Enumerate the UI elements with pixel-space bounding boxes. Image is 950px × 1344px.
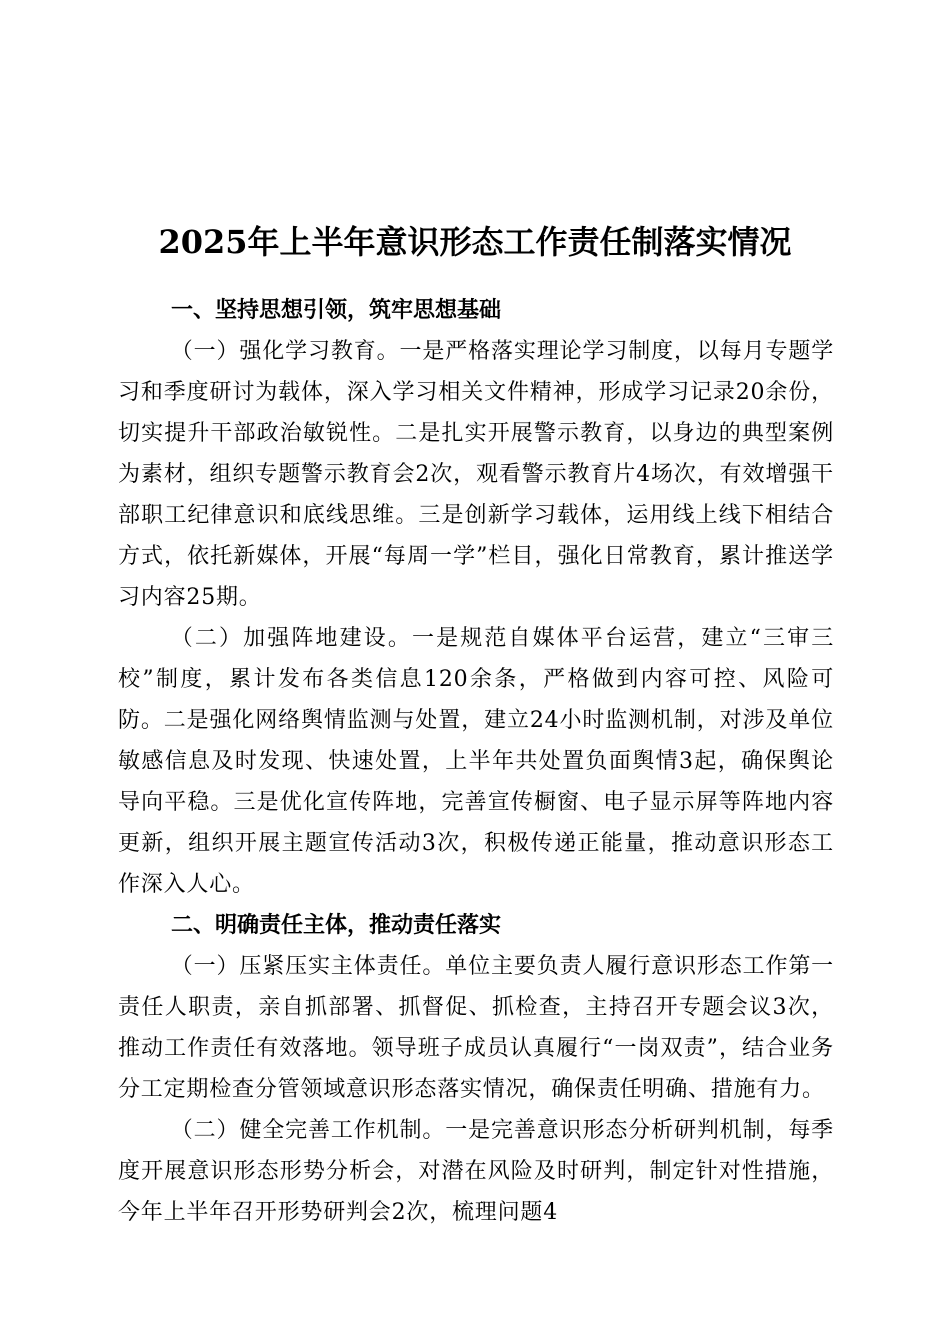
paragraph [118, 946, 834, 1110]
document-body [118, 290, 834, 1233]
section-1 [118, 290, 834, 905]
paragraph-lead: （一）压紧压实主体责任。 [170, 954, 446, 979]
section-heading: 一、坚持思想引领，筑牢思想基础 [171, 298, 502, 323]
paragraph-lead: （一）强化学习教育。 [170, 339, 400, 364]
document-title: 2025年上半年意识形态工作责任制落实情况 [158, 223, 792, 262]
paragraph [118, 618, 834, 905]
paragraph [118, 331, 834, 618]
paragraph-body: 单位主要负责人履行意识形态工作第一责任人职责，亲自抓部署、抓督促、抓检查，主持召开专题会议3次，推动工作责任有效落地。领导班子成员认真履行“一岗双责”，结合业务分工定期检查分管领域意识形态落实情况，确保责任明确、措施有力。 [118, 954, 834, 1102]
paragraph [118, 1110, 834, 1233]
paragraph-lead: （二）健全完善工作机制。 [170, 1118, 446, 1143]
paragraph-body: 一是完善意识形态分析研判机制，每季度开展意识形态形势分析会，对潜在风险及时研判，制定针对性措施，今年上半年召开形势研判会2次，梳理问题4 [118, 1118, 834, 1225]
section-heading: 二、明确责任主体，推动责任落实 [171, 913, 502, 938]
section-2 [118, 905, 834, 1233]
paragraph-body: 一是严格落实理论学习制度，以每月专题学习和季度研讨为载体，深入学习相关文件精神，形成学习记录20余份，切实提升干部政治敏锐性。二是扎实开展警示教育，以身边的典型案例为素材，组织专题警示教育会2次，观看警示教育片4场次，有效增强干部职工纪律意识和底线思维。三是创新学习载体，运用线上线下相结合方式，依托新媒体，开展“每周一学”栏目，强化日常教育，累计推送学习内容25期。 [118, 339, 834, 610]
paragraph-body: 一是规范自媒体平台运营，建立“三审三校”制度，累计发布各类信息120余条，严格做到内容可控、风险可防。二是强化网络舆情监测与处置，建立24小时监测机制，对涉及单位敏感信息及时发现、快速处置，上半年共处置负面舆情3起，确保舆论导向平稳。三是优化宣传阵地，完善宣传橱窗、电子显示屏等阵地内容更新，组织开展主题宣传活动3次，积极传递正能量，推动意识形态工作深入人心。 [118, 626, 834, 897]
paragraph-lead: （二）加强阵地建设。 [170, 626, 412, 651]
